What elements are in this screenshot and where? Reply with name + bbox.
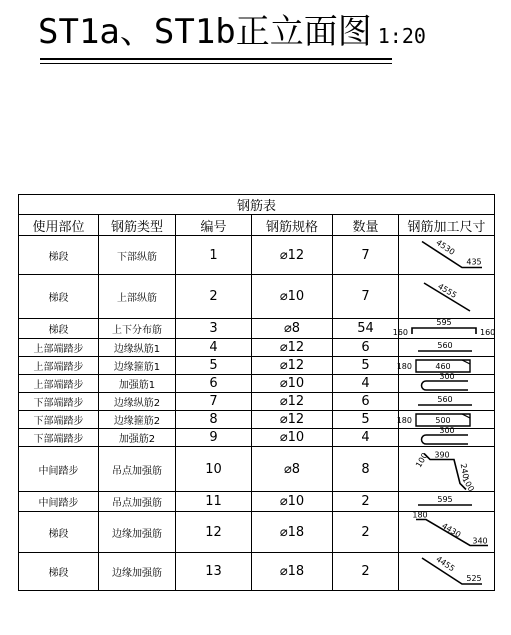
number-cell: 4 [176, 339, 252, 357]
table-row [19, 429, 495, 447]
number-cell: 2 [176, 275, 252, 319]
dimension-label: 560 [436, 394, 453, 404]
quantity-cell: 2 [333, 492, 399, 512]
table-row [19, 275, 495, 319]
spec-cell: ⌀10 [252, 429, 333, 447]
number-cell: 7 [176, 393, 252, 411]
rebar-shape-diagram [392, 317, 495, 338]
rebar-line [412, 328, 476, 334]
table-caption: 钢筋表 [19, 195, 495, 215]
number-cell: 9 [176, 429, 252, 447]
spec-cell: ⌀8 [252, 319, 333, 339]
dimension-label: 595 [435, 317, 452, 327]
number-cell: 8 [176, 411, 252, 429]
quantity-cell: 6 [333, 393, 399, 411]
location-cell: 下部端踏步 [19, 429, 99, 447]
spec-cell: ⌀12 [252, 357, 333, 375]
title-text: ST1a、ST1b正立面图 [38, 12, 372, 52]
dimension-label: 340 [471, 536, 488, 545]
title-underline-thin [40, 63, 392, 64]
dimension-label: 460 [434, 361, 451, 371]
rebar-type-cell: 吊点加强筋 [99, 447, 176, 492]
quantity-cell: 7 [333, 236, 399, 275]
dimension-label: 160 [479, 327, 495, 337]
rebar-type-cell: 边缘纵筋1 [99, 339, 176, 357]
spec-cell: ⌀12 [252, 339, 333, 357]
rebar-type-cell: 吊点加强筋 [99, 492, 176, 512]
dimension-label: 390 [433, 450, 450, 459]
quantity-cell: 4 [333, 429, 399, 447]
shape-cell [399, 492, 495, 512]
quantity-cell: 2 [333, 553, 399, 591]
number-cell: 5 [176, 357, 252, 375]
quantity-cell: 6 [333, 339, 399, 357]
dimension-label: 595 [436, 494, 453, 504]
shape-cell [399, 512, 495, 553]
rebar-line [421, 435, 468, 444]
rebar-shape-diagram [400, 371, 494, 392]
table-row [19, 236, 495, 275]
table-body [19, 236, 495, 591]
dimension-label: 560 [436, 340, 453, 350]
shape-cell [399, 236, 495, 275]
number-cell: 6 [176, 375, 252, 393]
location-cell: 下部端踏步 [19, 393, 99, 411]
quantity-cell: 7 [333, 275, 399, 319]
dimension-label: 4430 [439, 520, 462, 539]
shape-cell [399, 371, 495, 393]
location-cell: 梯段 [19, 512, 99, 553]
rebar-shape-diagram [400, 276, 494, 318]
dimension-label: 525 [465, 573, 482, 583]
location-cell: 中间踏步 [19, 492, 99, 512]
spec-cell: ⌀18 [252, 553, 333, 591]
location-cell: 梯段 [19, 275, 99, 319]
shape-cell [399, 339, 495, 357]
header-type: 钢筋类型 [99, 215, 176, 236]
spec-cell: ⌀18 [252, 512, 333, 553]
quantity-cell: 5 [333, 411, 399, 429]
table-row [19, 393, 495, 411]
spec-cell: ⌀12 [252, 411, 333, 429]
quantity-cell: 54 [333, 319, 399, 339]
spec-cell: ⌀10 [252, 375, 333, 393]
dimension-label: 4555 [435, 281, 458, 300]
table-header-row [19, 215, 495, 236]
rebar-shape-diagram [400, 554, 494, 590]
dimension-label: 4530 [433, 237, 456, 257]
location-cell: 下部端踏步 [19, 411, 99, 429]
rebar-shape-diagram [400, 510, 494, 552]
rebar-type-cell: 加强筋2 [99, 429, 176, 447]
dimension-label: 500 [434, 415, 451, 425]
shape-cell [399, 425, 495, 447]
header-shape: 钢筋加工尺寸 [399, 215, 495, 236]
rebar-shape-diagram [400, 448, 494, 491]
rebar-type-cell: 边缘箍筋1 [99, 357, 176, 375]
quantity-cell: 5 [333, 357, 399, 375]
number-cell: 12 [176, 512, 252, 553]
quantity-cell: 8 [333, 447, 399, 492]
location-cell: 梯段 [19, 236, 99, 275]
dimension-label: 300 [438, 371, 455, 381]
rebar-type-cell: 边缘箍筋2 [99, 411, 176, 429]
shape-cell [399, 393, 495, 411]
spec-cell: ⌀10 [252, 275, 333, 319]
rebar-shape-diagram [400, 394, 494, 410]
table-row [19, 375, 495, 393]
table-row [19, 553, 495, 591]
dimension-label: 300 [438, 425, 455, 435]
table-row [19, 357, 495, 375]
shape-cell [399, 447, 495, 492]
rebar-type-cell: 边缘纵筋2 [99, 393, 176, 411]
spec-cell: ⌀12 [252, 236, 333, 275]
location-cell: 中间踏步 [19, 447, 99, 492]
header-location: 使用部位 [19, 215, 99, 236]
drawing-title [38, 4, 426, 53]
location-cell: 上部端踏步 [19, 375, 99, 393]
location-cell: 上部端踏步 [19, 357, 99, 375]
table-row [19, 512, 495, 553]
dimension-label: 240 [458, 462, 470, 479]
rebar-table [18, 194, 495, 591]
rebar-type-cell: 上下分布筋 [99, 319, 176, 339]
header-no: 编号 [176, 215, 252, 236]
shape-cell [399, 275, 495, 319]
dimension-label: 4455 [433, 554, 456, 573]
location-cell: 上部端踏步 [19, 339, 99, 357]
dimension-label: 180 [396, 361, 412, 371]
location-cell: 梯段 [19, 319, 99, 339]
spec-cell: ⌀12 [252, 393, 333, 411]
dimension-label: 180 [411, 510, 428, 519]
dimension-label: 100 [459, 474, 476, 493]
title-underline [40, 58, 392, 60]
quantity-cell: 4 [333, 375, 399, 393]
number-cell: 13 [176, 553, 252, 591]
shape-cell [392, 317, 495, 339]
table-row [19, 492, 495, 512]
dimension-label: 160 [392, 327, 408, 337]
spec-cell: ⌀10 [252, 492, 333, 512]
dimension-label: 435 [465, 257, 482, 266]
table-row [19, 339, 495, 357]
spec-cell: ⌀8 [252, 447, 333, 492]
rebar-shape-diagram [400, 425, 494, 446]
dimension-label: 180 [396, 415, 412, 425]
number-cell: 10 [176, 447, 252, 492]
rebar-shape-diagram [400, 237, 494, 274]
rebar-shape-diagram [400, 340, 494, 356]
number-cell: 1 [176, 236, 252, 275]
scale-text: 1:20 [377, 24, 426, 48]
rebar-type-cell: 边缘加强筋 [99, 553, 176, 591]
rebar-type-cell: 下部纵筋 [99, 236, 176, 275]
number-cell: 3 [176, 319, 252, 339]
table-row [19, 411, 495, 429]
quantity-cell: 2 [333, 512, 399, 553]
header-qty: 数量 [333, 215, 399, 236]
number-cell: 11 [176, 492, 252, 512]
shape-cell [399, 553, 495, 591]
location-cell: 梯段 [19, 553, 99, 591]
rebar-line [421, 381, 468, 390]
dimension-label: 100 [413, 450, 430, 469]
table-row [19, 319, 495, 339]
rebar-type-cell: 上部纵筋 [99, 275, 176, 319]
table-row [19, 447, 495, 492]
header-spec: 钢筋规格 [252, 215, 333, 236]
rebar-type-cell: 边缘加强筋 [99, 512, 176, 553]
rebar-type-cell: 加强筋1 [99, 375, 176, 393]
rebar-shape-diagram [400, 493, 494, 511]
